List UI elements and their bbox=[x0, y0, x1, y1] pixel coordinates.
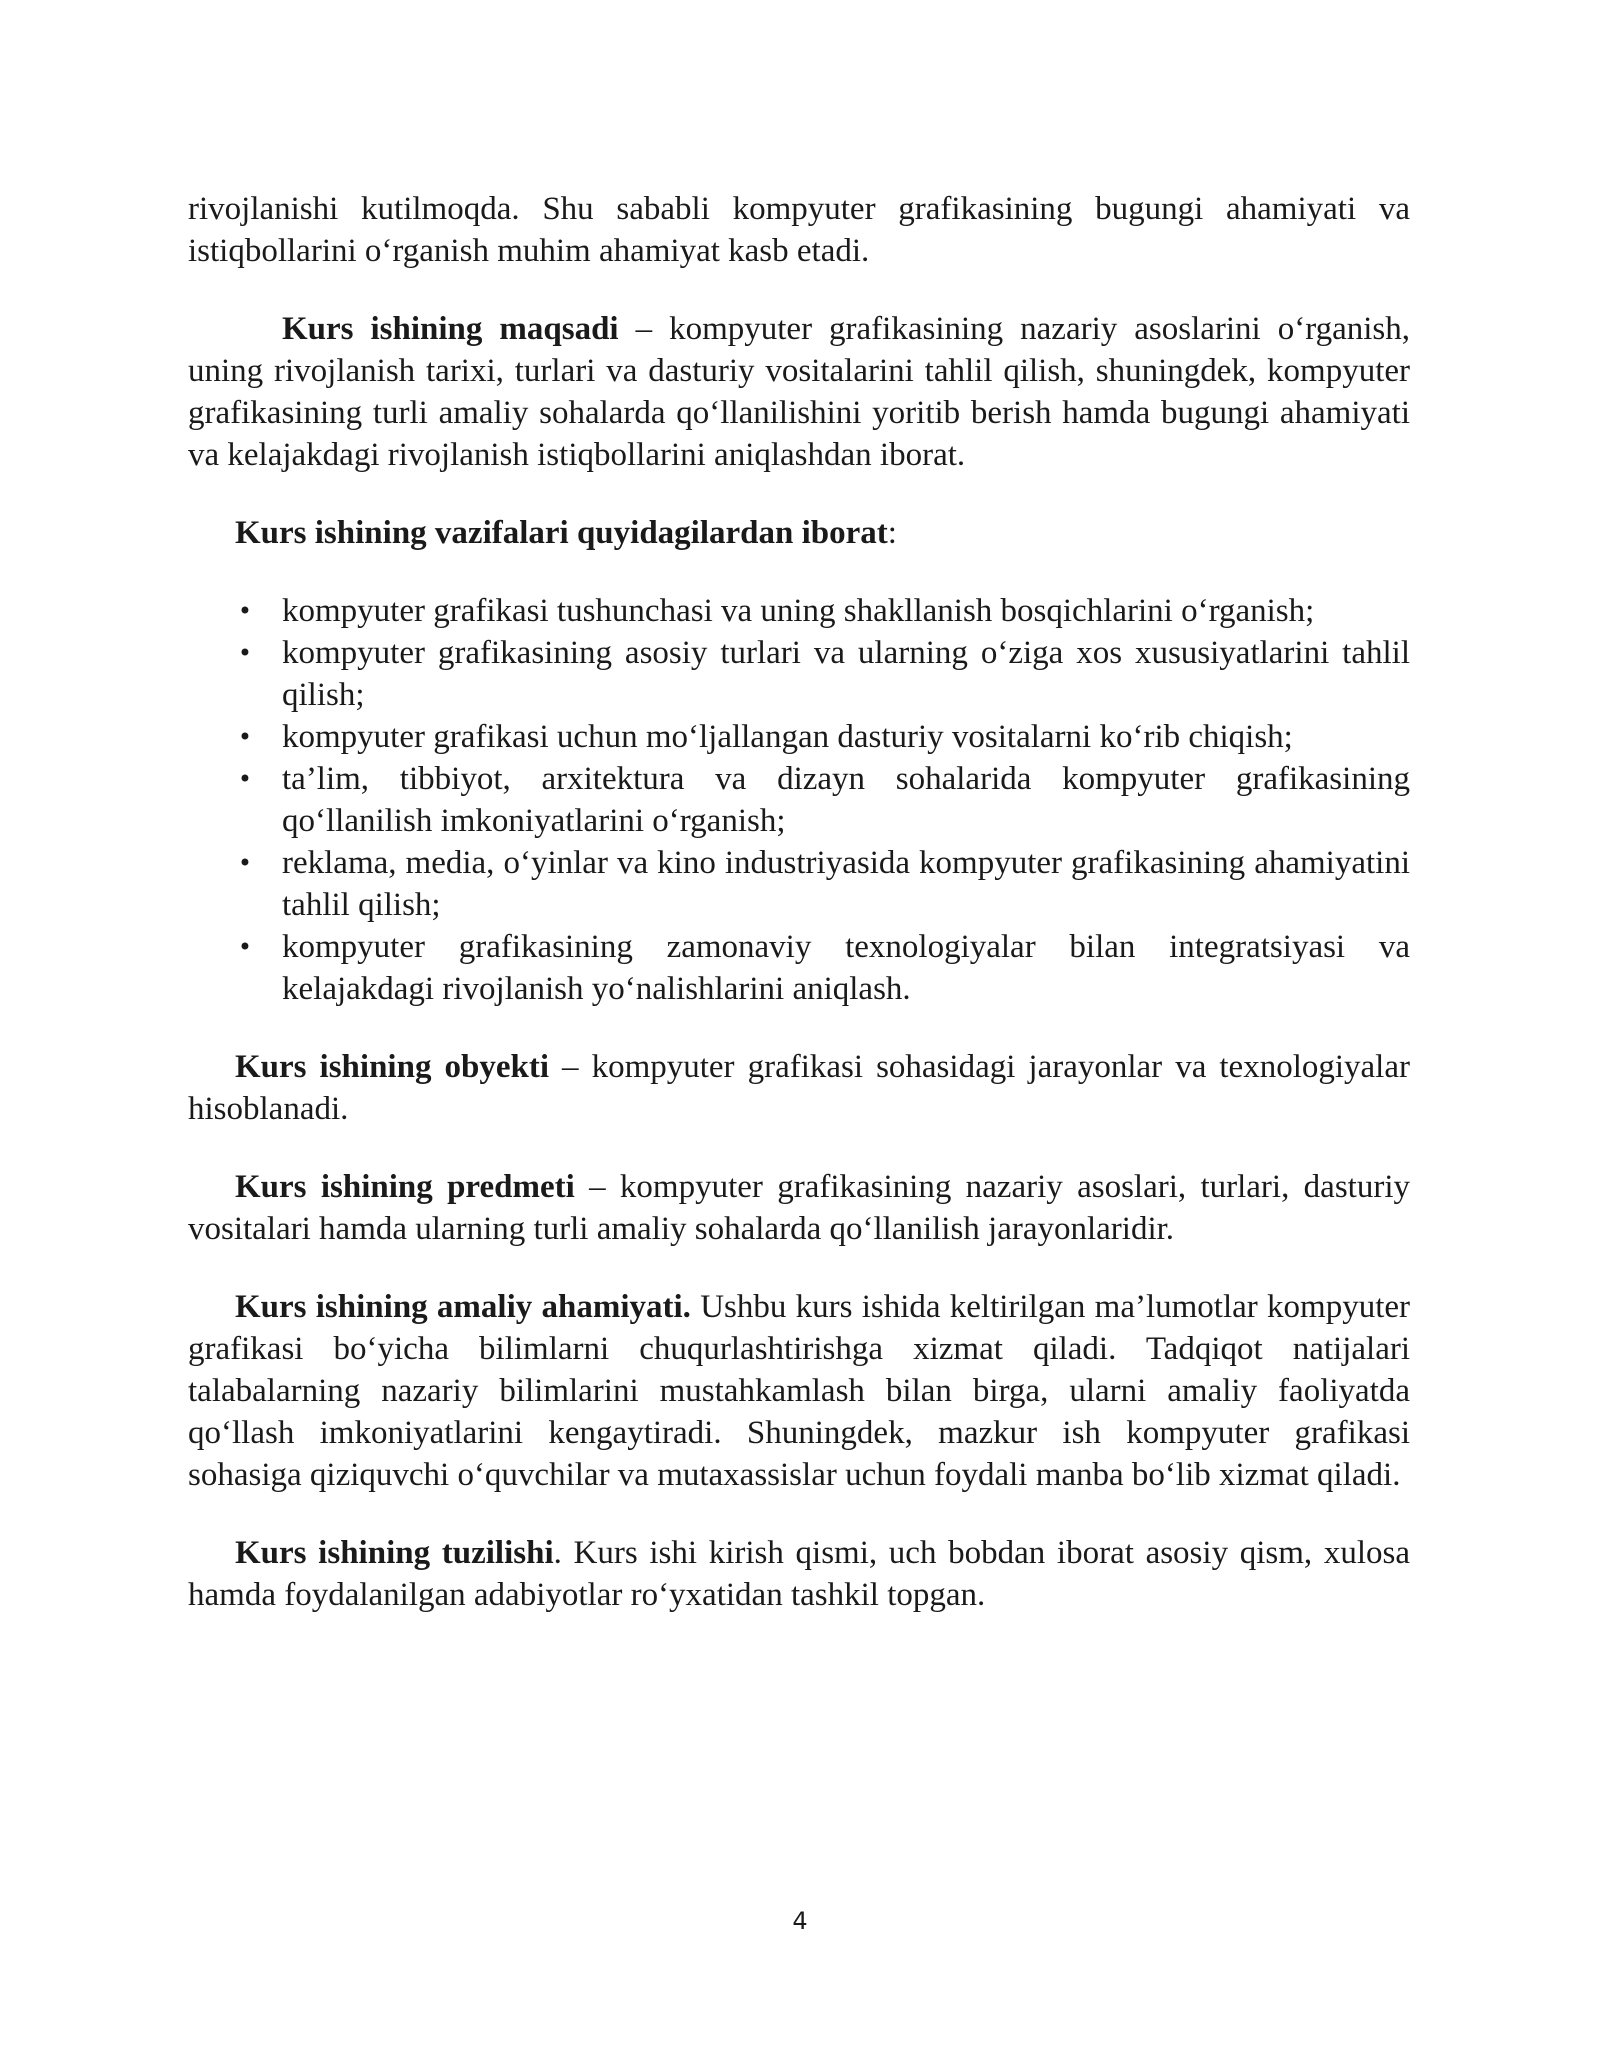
bullet-icon: • bbox=[237, 849, 253, 877]
list-item-text: kompyuter grafikasining zamonaviy texnologiyalar bilan integratsiyasi va kelajakdagi rivojlanish yo‘nalishlarini aniqlash. bbox=[282, 929, 1410, 1007]
bullet-icon: • bbox=[237, 765, 253, 793]
intro-paragraph: rivojlanishi kutilmoqda. Shu sababli kompyuter grafikasining bugungi ahamiyati va istiqbollarini o‘rganish muhim ahamiyat kasb etadi. bbox=[188, 191, 1410, 269]
bullet-icon: • bbox=[237, 639, 253, 667]
subject-paragraph bbox=[188, 1166, 1410, 1250]
page-number: 4 bbox=[792, 1907, 808, 1935]
list-item-text: kompyuter grafikasining asosiy turlari va ularning o‘ziga xos xususiyatlarini tahlil qilish; bbox=[282, 635, 1410, 713]
object-text: – kompyuter grafikasi sohasidagi jarayonlar va texnologiyalar hisoblanadi. bbox=[188, 1049, 1410, 1127]
significance-text: Ushbu kurs ishida keltirilgan ma’lumotlar kompyuter grafikasi bo‘yicha bilimlarni chuqurlashtirishga xizmat qiladi. Tadqiqot natijalari talabalarning nazariy bilimlarini mustahkamlash bilan birga, ularni amaliy faoliyatda qo‘llash imkoniyatlarini kengaytiradi. Shuningdek, mazkur ish kompyuter grafikasi sohasiga qiziquvchi o‘quvchilar va mutaxassislar uchun foydali manba bo‘lib xizmat qiladi. bbox=[188, 1289, 1411, 1493]
list-item bbox=[188, 716, 1410, 758]
goal-paragraph bbox=[188, 308, 1410, 476]
subject-heading: Kurs ishining predmeti bbox=[235, 1169, 575, 1205]
structure-text: . Kurs ishi kirish qismi, uch bobdan iborat asosiy qism, xulosa hamda foydalanilgan adabiyotlar ro‘yxatidan tashkil topgan. bbox=[188, 1535, 1410, 1613]
object-heading: Kurs ishining obyekti bbox=[235, 1049, 549, 1085]
subject-text: – kompyuter grafikasining nazariy asoslari, turlari, dasturiy vositalari hamda ularning turli amaliy sohalarda qo‘llanilish jarayonlaridir. bbox=[188, 1169, 1410, 1247]
bullet-icon: • bbox=[237, 723, 253, 751]
list-item bbox=[188, 590, 1410, 632]
tasks-heading-colon: : bbox=[887, 515, 897, 551]
bullet-icon: • bbox=[237, 933, 253, 961]
object-paragraph bbox=[188, 1046, 1410, 1130]
tasks-list bbox=[188, 590, 1410, 1010]
structure-paragraph bbox=[188, 1532, 1410, 1616]
list-item bbox=[188, 758, 1410, 842]
significance-heading: Kurs ishining amaliy ahamiyati. bbox=[235, 1289, 691, 1325]
list-item bbox=[188, 632, 1410, 716]
list-item-text: kompyuter grafikasi uchun mo‘ljallangan dasturiy vositalarni ko‘rib chiqish; bbox=[282, 719, 1293, 755]
goal-text: – kompyuter grafikasining nazariy asoslarini o‘rganish, uning rivojlanish tarixi, turlari va dasturiy vositalarini tahlil qilish, shuningdek, kompyuter grafikasining turli amaliy sohalarda qo‘llanilishini yoritib berish hamda bugungi ahamiyati va kelajakdagi rivojlanish istiqbollarini aniqlashdan iborat. bbox=[188, 311, 1410, 473]
list-item-text: kompyuter grafikasi tushunchasi va uning shakllanish bosqichlarini o‘rganish; bbox=[282, 593, 1315, 629]
list-item bbox=[188, 926, 1410, 1010]
significance-paragraph bbox=[188, 1286, 1410, 1496]
tasks-heading: Kurs ishining vazifalari quyidagilardan iborat bbox=[235, 515, 888, 551]
goal-heading: Kurs ishining maqsadi bbox=[282, 311, 619, 347]
tasks-heading-paragraph bbox=[188, 512, 1410, 554]
list-item-text: ta’lim, tibbiyot, arxitektura va dizayn sohalarida kompyuter grafikasining qo‘llanilish imkoniyatlarini o‘rganish; bbox=[282, 761, 1410, 839]
list-item bbox=[188, 842, 1410, 926]
bullet-icon: • bbox=[237, 597, 253, 625]
page-content bbox=[188, 188, 1410, 1616]
structure-heading: Kurs ishining tuzilishi bbox=[235, 1535, 554, 1571]
list-item-text: reklama, media, o‘yinlar va kino industriyasida kompyuter grafikasining ahamiyatini tahlil qilish; bbox=[282, 845, 1410, 923]
